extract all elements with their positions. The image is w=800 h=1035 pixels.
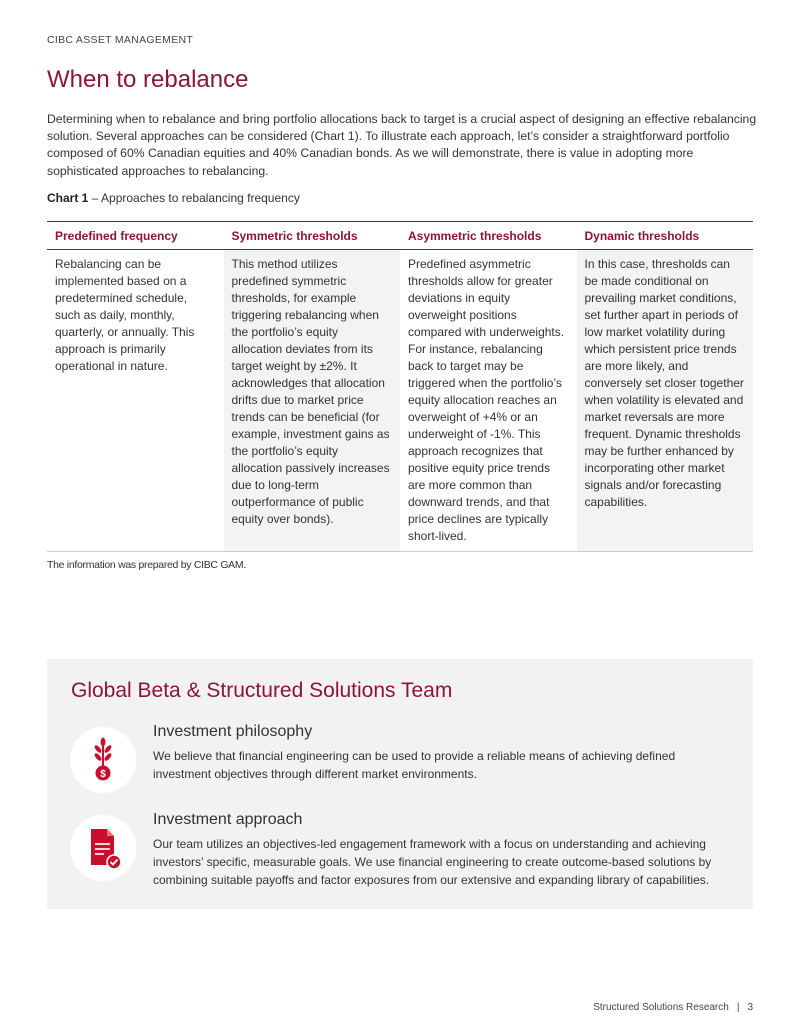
table-cell: Predefined asymmetric thresholds allow for greater deviations in equity overweight positions compared with underweights. For instance, rebalancing back to target may be triggered when the portfolio’s equity allocation reaches an overweight of +4% or an underweight of -1%. This approach recognizes that positive equity price trends are more common than downward trends, and that price declines are typically short-lived. bbox=[400, 250, 577, 552]
table-cell: Rebalancing can be implemented based on a predetermined schedule, such as daily, monthly, quarterly, or annually. This approach is primarily operational in nature. bbox=[47, 250, 224, 552]
page-title: When to rebalance bbox=[47, 66, 249, 93]
table-cell: This method utilizes predefined symmetric thresholds, for example triggering rebalancing when the portfolio’s equity allocation deviates from its target weight by ±2%. It acknowledges that allocation drifts due to market price trends can be beneficial (for example, investment gains as the portfolio’s equity allocation passively increases due to long-term outperformance of public equity over bonds). bbox=[224, 250, 401, 552]
document-check-icon bbox=[70, 815, 136, 881]
section-investment-approach bbox=[153, 811, 733, 889]
column-header: Dynamic thresholds bbox=[577, 222, 754, 250]
footer-separator: | bbox=[736, 1002, 740, 1013]
source-note: The information was prepared by CIBC GAM. bbox=[47, 559, 246, 571]
intro-paragraph: Determining when to rebalance and bring portfolio allocations back to target is a crucial aspect of designing an effective rebalancing solution. Several approaches can be considered (Chart 1). To illustrate each approach, let’s consider a straightforward portfolio composed of 60% Canadian equities and 40% Canadian bonds. As we will demonstrate, there is value in adopting more sophisticated approaches to rebalancing. bbox=[47, 112, 757, 178]
table-row bbox=[47, 250, 753, 552]
table-cell: In this case, thresholds can be made conditional on prevailing market conditions, set further apart in periods of low market volatility during which persistent price trends are more likely, and conversely set closer together when volatility is elevated and market reversals are more frequent. Dynamic thresholds may be further enhanced by incorporating other market signals and/or forecasting capabilities. bbox=[577, 250, 754, 552]
column-header: Symmetric thresholds bbox=[224, 222, 401, 250]
chart-caption-text: – Approaches to rebalancing frequency bbox=[88, 191, 300, 205]
column-header: Asymmetric thresholds bbox=[400, 222, 577, 250]
team-title: Global Beta & Structured Solutions Team bbox=[71, 679, 453, 702]
section-heading: Investment philosophy bbox=[153, 723, 313, 740]
column-header: Predefined frequency bbox=[47, 222, 224, 250]
svg-text:$: $ bbox=[100, 769, 106, 780]
page-footer bbox=[593, 1002, 753, 1013]
team-panel bbox=[47, 659, 753, 909]
chart-caption bbox=[47, 191, 300, 205]
footer-label: Structured Solutions Research bbox=[593, 1002, 729, 1013]
section-heading: Investment approach bbox=[153, 811, 303, 828]
section-text: Our team utilizes an objectives-led engagement framework with a focus on understanding and achieving investors’ specific, measurable goals. We use financial engineering to create outcome-based solutions by combining suitable payoffs and factor exposures from our extensive and expanding library of capabilities. bbox=[153, 837, 712, 887]
approaches-table bbox=[47, 221, 753, 552]
header-org: CIBC ASSET MANAGEMENT bbox=[47, 34, 194, 46]
plant-dollar-icon bbox=[70, 727, 136, 793]
section-text: We believe that financial engineering can be used to provide a reliable means of achieving defined investment objectives through different market environments. bbox=[153, 749, 676, 781]
table-header-row bbox=[47, 222, 753, 250]
page-number: 3 bbox=[747, 1002, 753, 1013]
section-investment-philosophy bbox=[153, 723, 733, 783]
chart-label: Chart 1 bbox=[47, 191, 89, 205]
